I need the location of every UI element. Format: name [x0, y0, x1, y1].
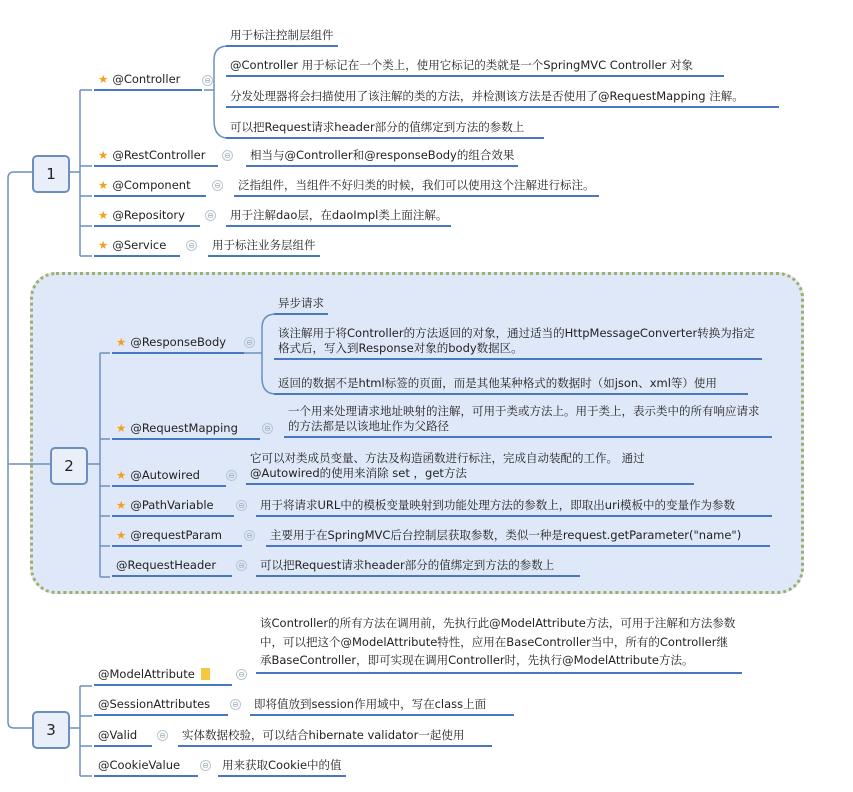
collapse-icon[interactable]: ⊖ — [200, 760, 211, 771]
topic-requestheader[interactable] — [112, 558, 232, 577]
topic-label: @CookieValue — [98, 758, 181, 772]
topic-service[interactable] — [94, 238, 180, 257]
collapse-icon[interactable]: ⊖ — [226, 470, 237, 481]
star-icon: ★ — [98, 148, 109, 162]
topic-sessionattributes[interactable] — [94, 697, 228, 716]
detail: 一个用来处理请求地址映射的注解，可用于类或方法上。用于类上，表示类中的所有响应请求的方法都是以该地址作为父路径 — [284, 404, 772, 438]
star-icon: ★ — [116, 335, 127, 349]
collapse-icon[interactable]: ⊖ — [222, 150, 233, 161]
collapse-icon[interactable]: ⊖ — [212, 180, 223, 191]
detail: 泛指组件，当组件不好归类的时候，我们可以使用这个注解进行标注。 — [234, 178, 599, 197]
detail: 相当与@Controller和@responseBody的组合效果 — [246, 148, 518, 167]
topic-repository[interactable] — [94, 208, 200, 227]
detail: 可以把Request请求header部分的值绑定到方法的参数上 — [226, 120, 544, 139]
topic-label: @Service — [112, 238, 167, 252]
topic-label: @PathVariable — [130, 498, 214, 512]
detail: 异步请求 — [274, 296, 328, 315]
topic-label: @SessionAttributes — [98, 697, 211, 711]
detail: 用于注解dao层，在daoImpl类上面注解。 — [226, 208, 451, 227]
star-icon: ★ — [98, 72, 109, 86]
topic-cookievalue[interactable] — [94, 758, 198, 777]
star-icon: ★ — [98, 208, 109, 222]
topic-label: @RequestHeader — [116, 558, 217, 572]
detail: 该Controller的所有方法在调用前，先执行此@ModelAttribute方法，可用于注解和方法参数中，可以把这个@ModelAttribute特性，应用在BaseController当中，所有的Controller继承BaseController，即可实现在调用Controller时，先执行@ModelAttribute方法。 — [256, 614, 742, 674]
collapse-icon[interactable]: ⊖ — [244, 530, 255, 541]
topic-label: @requestParam — [130, 528, 222, 542]
collapse-icon[interactable]: ⊖ — [230, 699, 241, 710]
collapse-icon[interactable]: ⊖ — [202, 75, 213, 86]
topic-pathvariable[interactable] — [112, 498, 234, 517]
group-node-2[interactable]: 2 — [50, 447, 88, 485]
detail: 用于标注控制层组件 — [226, 28, 338, 47]
topic-label: @ResponseBody — [130, 335, 227, 349]
detail: 该注解用于将Controller的方法返回的对象，通过适当的HttpMessageConverter转换为指定格式后，写入到Response对象的body数据区。 — [274, 326, 762, 360]
detail: @Controller 用于标记在一个类上，使用它标记的类就是一个SpringMVC Controller 对象 — [226, 58, 724, 77]
star-icon: ★ — [116, 498, 127, 512]
topic-component[interactable] — [94, 178, 206, 197]
topic-responsebody[interactable] — [112, 335, 244, 354]
collapse-icon[interactable]: ⊖ — [236, 500, 247, 511]
topic-label: @Valid — [98, 728, 138, 742]
collapse-icon[interactable]: ⊖ — [157, 730, 168, 741]
topic-label: @Autowired — [130, 468, 200, 482]
detail: 返回的数据不是html标签的页面，而是其他某种格式的数据时（如json、xml等）使用 — [274, 376, 748, 395]
collapse-icon[interactable]: ⊖ — [262, 423, 273, 434]
detail: 分发处理器将会扫描使用了该注解的类的方法，并检测该方法是否使用了@RequestMapping 注解。 — [226, 89, 779, 108]
group-node-3[interactable]: 3 — [32, 711, 70, 749]
collapse-icon[interactable]: ⊖ — [205, 210, 216, 221]
detail: 用于标注业务层组件 — [208, 238, 320, 257]
note-icon[interactable] — [201, 668, 210, 680]
topic-restcontroller[interactable] — [94, 148, 218, 167]
detail: 即将值放到session作用域中，写在class上面 — [250, 697, 514, 716]
detail: 可以把Request请求header部分的值绑定到方法的参数上 — [256, 558, 580, 577]
topic-label: @ModelAttribute — [98, 667, 195, 681]
topic-label: @Repository — [112, 208, 185, 222]
detail: 实体数据校验，可以结合hibernate validator一起使用 — [178, 728, 492, 747]
topic-valid[interactable] — [94, 728, 152, 747]
star-icon: ★ — [98, 178, 109, 192]
star-icon: ★ — [116, 528, 127, 542]
topic-label: @RestController — [112, 148, 206, 162]
topic-requestmapping[interactable] — [112, 421, 260, 440]
detail: 它可以对类成员变量、方法及构造函数进行标注，完成自动装配的工作。 通过@Autowired的使用来消除 set ，get方法 — [246, 451, 694, 485]
topic-label: @Component — [112, 178, 191, 192]
topic-label: @RequestMapping — [130, 421, 238, 435]
star-icon: ★ — [98, 238, 109, 252]
topic-label: @Controller — [112, 72, 181, 86]
detail: 用来获取Cookie中的值 — [218, 758, 346, 777]
star-icon: ★ — [116, 421, 127, 435]
topic-controller[interactable] — [94, 72, 202, 91]
detail: 用于将请求URL中的模板变量映射到功能处理方法的参数上，即取出uri模板中的变量作为参数 — [256, 498, 772, 517]
topic-modelattribute[interactable] — [94, 667, 232, 686]
collapse-icon[interactable]: ⊖ — [236, 560, 247, 571]
collapse-icon[interactable]: ⊖ — [236, 669, 247, 680]
collapse-icon[interactable]: ⊖ — [244, 337, 255, 348]
group-node-1[interactable]: 1 — [32, 155, 70, 193]
topic-requestparam[interactable] — [112, 528, 242, 547]
collapse-icon[interactable]: ⊖ — [186, 240, 197, 251]
topic-autowired[interactable] — [112, 468, 226, 487]
star-icon: ★ — [116, 468, 127, 482]
detail: 主要用于在SpringMVC后台控制层获取参数，类似一种是request.getParameter("name") — [266, 528, 770, 547]
